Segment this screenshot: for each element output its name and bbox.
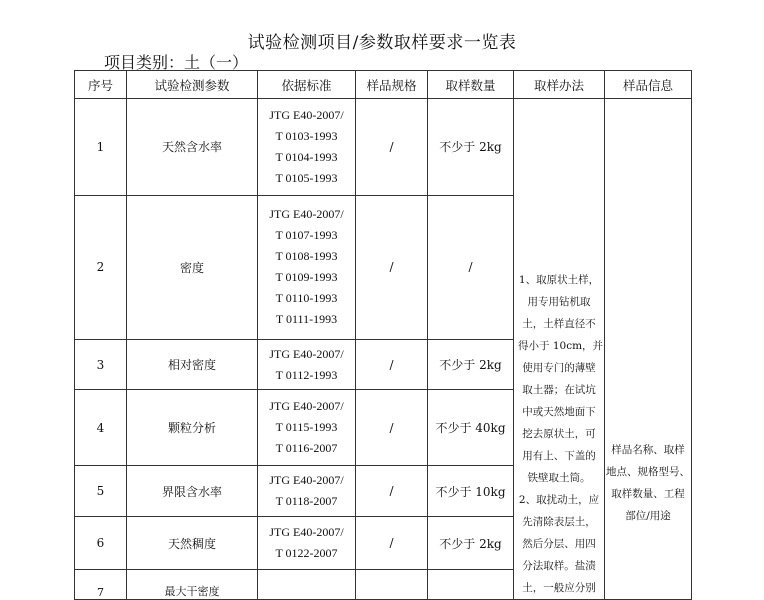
sample-info-cell — [605, 99, 692, 600]
standard-line: T 0122-2007 — [275, 546, 338, 560]
method-line: 2、取扰动土，应 — [518, 494, 600, 506]
row-param: 密度 — [127, 195, 258, 339]
info-line: 地点、规格型号、 — [606, 466, 690, 478]
method-line: 先清除表层土， — [522, 516, 596, 528]
method-line: 然后分层、用四 — [522, 538, 596, 550]
standard-line: T 0109-1993 — [275, 270, 338, 285]
row-param: 相对密度 — [127, 339, 258, 389]
standard-line: T 0118-2007 — [275, 494, 338, 509]
row-spec: / — [356, 465, 428, 516]
row-param: 天然稠度 — [127, 517, 258, 569]
method-line: 使用专门的薄壁 — [522, 362, 596, 374]
standard-line: JTG E40-2007/ — [269, 346, 344, 361]
category-label: 项目类别：土（一） — [104, 53, 249, 72]
method-line: 土，土样直径不 — [522, 318, 596, 330]
header-param: 试验检测参数 — [127, 71, 258, 99]
row-no: 2 — [75, 195, 127, 339]
header-qty: 取样数量 — [428, 71, 514, 99]
row-param: 颗粒分析 — [127, 390, 258, 466]
row-standards — [258, 569, 356, 599]
standard-line: T 0107-1993 — [275, 228, 338, 243]
standard-line: T 0115-1993 — [275, 420, 338, 435]
header-standard: 依据标准 — [258, 71, 356, 99]
standard-line: T 0116-2007 — [275, 441, 338, 456]
row-qty: 不少于 2kg — [428, 339, 514, 389]
row-standards — [258, 390, 356, 466]
method-line: 挖去原状土，可 — [522, 428, 596, 440]
row-qty: 不少于 40kg — [428, 390, 514, 466]
method-line: 用专用钻机取 — [527, 296, 591, 308]
header-method: 取样办法 — [514, 71, 605, 99]
method-line: 取土器；在试坑 — [522, 384, 596, 396]
row-no: 5 — [75, 465, 127, 516]
standard-line: T 0104-1993 — [275, 149, 338, 164]
row-param: 界限含水率 — [127, 465, 258, 516]
row-standards — [258, 195, 356, 339]
header-info: 样品信息 — [605, 71, 692, 99]
row-qty: 不少于 2kg — [428, 99, 514, 196]
standard-line: JTG E40-2007/ — [269, 399, 344, 414]
row-qty: / — [428, 195, 514, 339]
row-standards — [258, 99, 356, 196]
row-spec: / — [356, 517, 428, 569]
sampling-method-cell — [514, 99, 605, 600]
standard-line: JTG E40-2007/ — [269, 473, 344, 488]
standard-line: JTG E40-2007/ — [269, 525, 344, 539]
row-param: 最大干密度 — [127, 569, 258, 599]
page-title: 试验检测项目/参数取样要求一览表 — [247, 33, 517, 53]
standard-line: T 0110-1993 — [275, 291, 338, 306]
standard-line: JTG E40-2007/ — [269, 107, 344, 122]
row-spec: / — [356, 339, 428, 389]
row-spec: / — [356, 99, 428, 196]
row-no: 6 — [75, 517, 127, 569]
row-no: 1 — [75, 99, 127, 196]
row-spec: / — [356, 195, 428, 339]
table-row — [75, 99, 692, 196]
row-standards — [258, 465, 356, 516]
standard-line: T 0112-1993 — [275, 367, 338, 382]
row-param: 天然含水率 — [127, 99, 258, 196]
standard-line: T 0103-1993 — [275, 128, 338, 143]
row-spec: / — [356, 390, 428, 466]
method-line: 用有上、下盖的 — [522, 450, 596, 462]
method-line: 分法取样。盐渍 — [522, 560, 596, 572]
method-line: 1、取原状土样， — [518, 274, 600, 286]
method-line: 中或天然地面下 — [522, 406, 596, 418]
row-standards — [258, 339, 356, 389]
row-qty: 不少于 10kg — [428, 465, 514, 516]
standard-line: T 0105-1993 — [275, 170, 338, 185]
header-spec: 样品规格 — [356, 71, 428, 99]
method-line: 铁壁取土筒。 — [527, 472, 591, 484]
standard-line: T 0108-1993 — [275, 249, 338, 264]
header-no: 序号 — [75, 71, 127, 99]
info-line: 部位/用途 — [625, 510, 671, 522]
info-line: 取样数量、工程 — [611, 488, 685, 500]
row-qty — [428, 569, 514, 599]
standard-line: T 0111-1993 — [275, 312, 338, 327]
sampling-table — [74, 70, 692, 600]
row-no: 3 — [75, 339, 127, 389]
row-no: 7 — [75, 569, 127, 599]
standard-line: JTG E40-2007/ — [269, 207, 344, 222]
table-header-row — [75, 71, 692, 99]
row-standards — [258, 517, 356, 569]
info-line: 样品名称、取样 — [611, 444, 685, 456]
row-qty: 不少于 2kg — [428, 517, 514, 569]
row-no: 4 — [75, 390, 127, 466]
method-line: 得小于 10cm，并 — [518, 340, 604, 352]
row-spec — [356, 569, 428, 599]
method-line: 土，一般应分别 — [522, 582, 596, 594]
